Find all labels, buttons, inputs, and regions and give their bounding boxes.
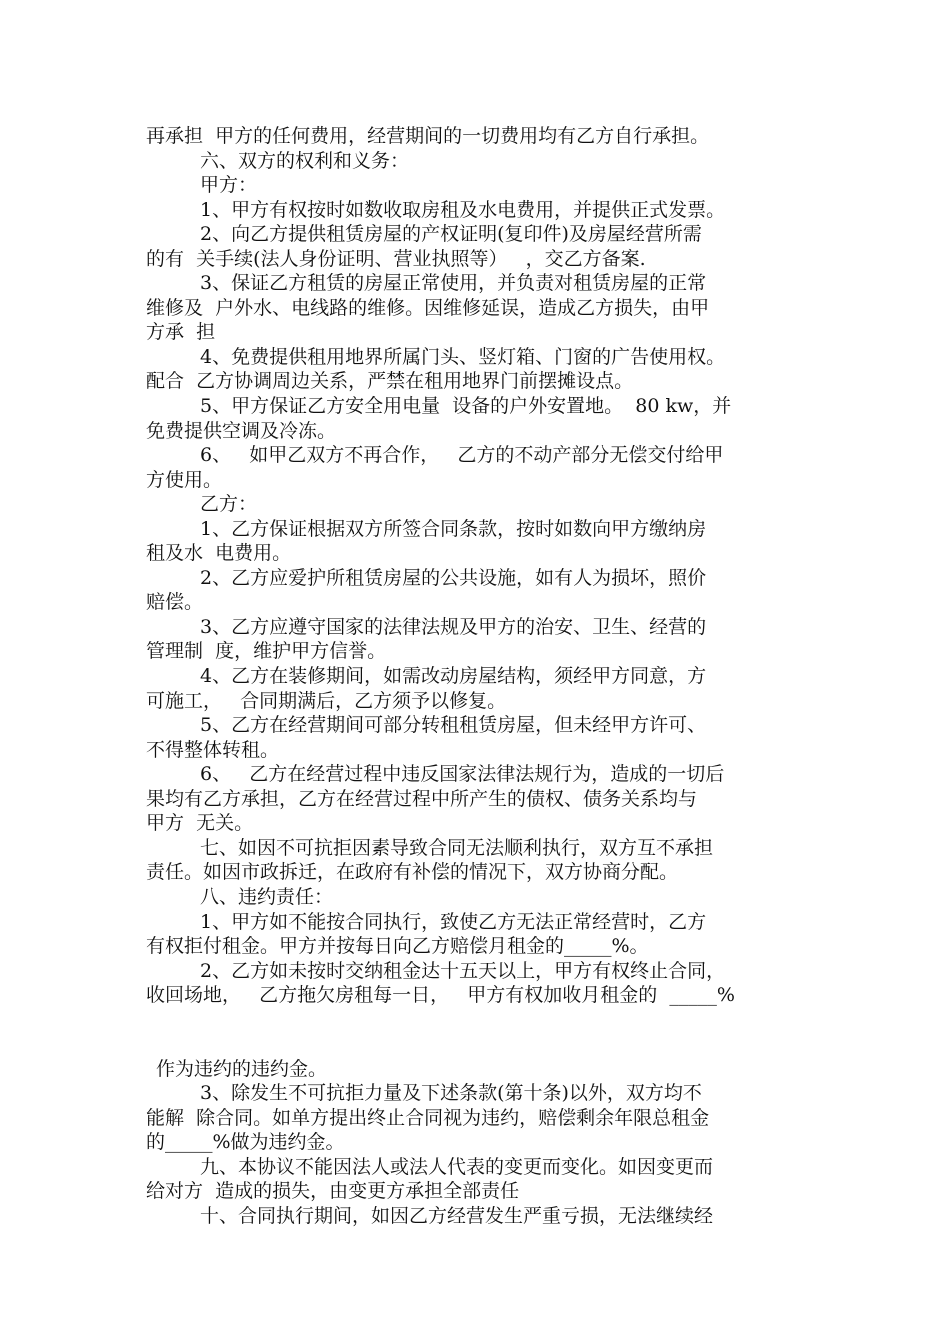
text-line: 5、甲方保证乙方安全用电量 设备的户外安置地。 80 kw，并 — [200, 395, 732, 418]
text-line: 乙方： — [200, 493, 258, 516]
contract-body — [146, 124, 826, 1229]
text-line: 六、双方的权利和义务： — [200, 149, 410, 172]
text-line: 给对方 造成的损失，由变更方承担全部责任 — [146, 1180, 520, 1203]
text-line: 2、向乙方提供租赁房屋的产权证明(复印件)及房屋经营所需 — [200, 223, 702, 246]
text-line: 七、如因不可抗拒因素导致合同无法顺利执行，双方互不承担 — [200, 836, 714, 859]
text-line: 方承 担 — [146, 321, 216, 344]
text-line: 甲方： — [200, 174, 258, 197]
text-line: 果均有乙方承担，乙方在经营过程中所产生的债权、债务关系均与 — [146, 787, 698, 810]
text-line: 能解 除合同。如单方提出终止合同视为违约，赔偿剩余年限总租金 — [146, 1106, 710, 1129]
text-line: 有权拒付租金。甲方并按每日向乙方赔偿月租金的_____%。 — [146, 935, 649, 958]
text-line: 4、免费提供租用地界所属门头、竖灯箱、门窗的广告使用权。 — [200, 345, 726, 368]
text-line: 的有 关手续(法人身份证明、营业执照等） ，交乙方备案. — [146, 247, 646, 270]
text-line: 再承担 甲方的任何费用，经营期间的一切费用均有乙方自行承担。 — [146, 125, 710, 147]
text-line: 管理制 度，维护甲方信誉。 — [146, 640, 387, 663]
text-line: 甲方 无关。 — [146, 812, 254, 835]
text-line: 1、甲方如不能按合同执行，致使乙方无法正常经营时，乙方 — [200, 910, 707, 933]
text-line: 4、乙方在装修期间，如需改动房屋结构，须经甲方同意，方 — [200, 665, 707, 688]
text-line: 6、 如甲乙双方不再合作， 乙方的不动产部分无偿交付给甲 — [200, 444, 724, 467]
text-line: 1、乙方保证根据双方所签合同条款，按时如数向甲方缴纳房 — [200, 517, 707, 540]
text-line: 维修及 户外水、电线路的维修。因维修延误，造成乙方损失，由甲 — [146, 296, 710, 319]
text-line: 不得整体转租。 — [146, 738, 280, 761]
text-line: 2、乙方应爱护所租赁房屋的公共设施，如有人为损坏，照价 — [200, 566, 707, 589]
text-line: 收回场地， 乙方拖欠房租每一日， 甲方有权加收月租金的 _____% — [146, 984, 735, 1007]
text-line: 八、违约责任： — [200, 885, 334, 908]
text-line: 作为违约的违约金。 — [156, 1057, 328, 1080]
text-line: 九、本协议不能因法人或法人代表的变更而变化。如因变更而 — [200, 1155, 714, 1178]
text-line: 的_____%做为违约金。 — [146, 1131, 345, 1154]
text-line: 租及水 电费用。 — [146, 542, 292, 565]
text-line: 十、合同执行期间，如因乙方经营发生严重亏损，无法继续经 — [200, 1204, 714, 1227]
text-line: 3、除发生不可抗拒力量及下述条款(第十条)以外，双方均不 — [200, 1082, 702, 1105]
text-line: 免费提供空调及冷冻。 — [146, 419, 337, 442]
text-line: 配合 乙方协调周边关系，严禁在租用地界门前摆摊设点。 — [146, 370, 634, 393]
text-line: 5、乙方在经营期间可部分转租租赁房屋，但未经甲方许可、 — [200, 714, 707, 737]
text-line: 可施工， 合同期满后，乙方须予以修复。 — [146, 689, 507, 712]
text-line: 方使用。 — [146, 468, 223, 491]
text-line: 2、乙方如未按时交纳租金达十五天以上，甲方有权终止合同， — [200, 959, 726, 982]
text-line: 3、保证乙方租赁的房屋正常使用，并负责对租赁房屋的正常 — [200, 272, 707, 295]
text-line: 6、 乙方在经营过程中违反国家法律法规行为，造成的一切后 — [200, 763, 725, 786]
text-line: 责任。如因市政拆迁，在政府有补偿的情况下，双方协商分配。 — [146, 861, 679, 884]
text-line: 1、甲方有权按时如数收取房租及水电费用，并提供正式发票。 — [200, 198, 726, 221]
text-line: 赔偿。 — [146, 591, 204, 614]
text-line: 3、乙方应遵守国家的法律法规及甲方的治安、卫生、经营的 — [200, 615, 707, 638]
